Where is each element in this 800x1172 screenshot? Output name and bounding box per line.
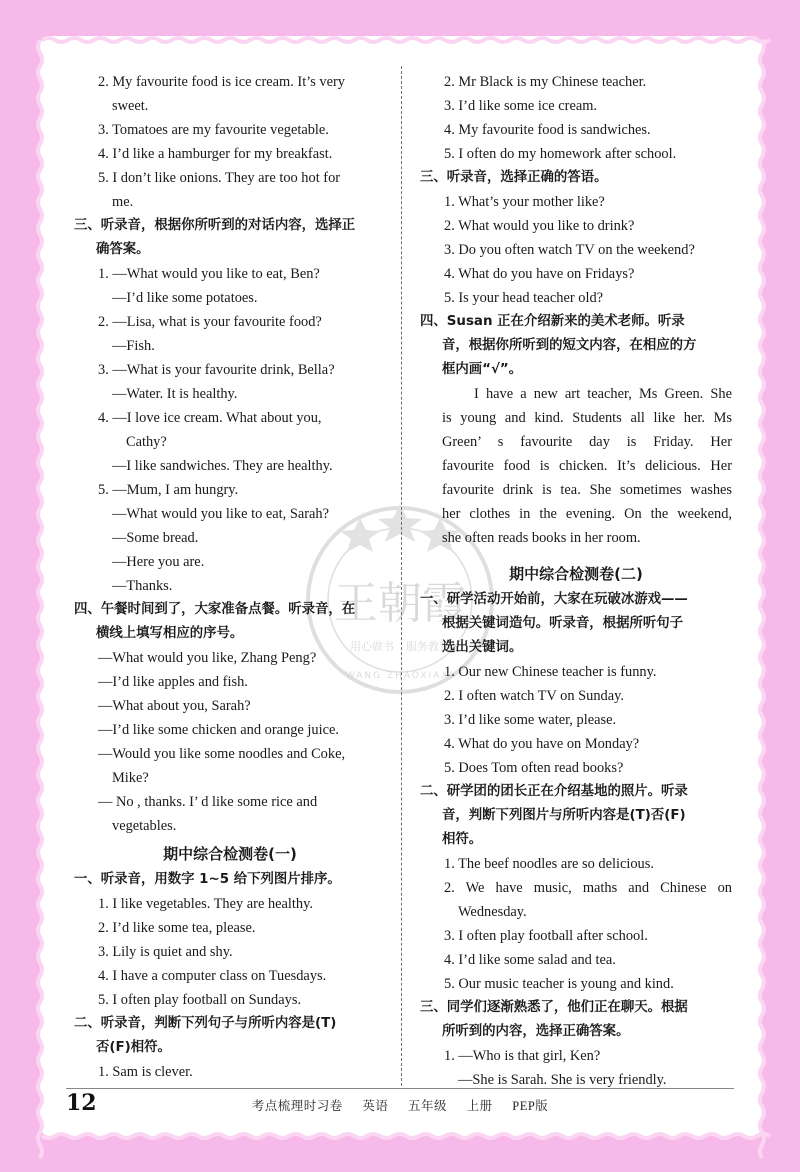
text-line: favourite food is chicken. It’s delicious. Her	[442, 458, 732, 474]
footer-grade: 五年级	[407, 1099, 447, 1113]
text-line: 5. —Mum, I am hungry.	[98, 482, 239, 498]
text-line: 1. —Who is that girl, Ken?	[444, 1048, 601, 1064]
text-line: 2. Mr Black is my Chinese teacher.	[444, 74, 647, 90]
text-line: 5. I often do my homework after school.	[444, 146, 677, 162]
section-heading: 框内画“√”。	[442, 362, 523, 377]
text-line: — No , thanks. I’ d like some rice and	[98, 794, 318, 810]
section-heading: 三、听录音，根据你所听到的对话内容，选择正	[74, 218, 356, 233]
text-line: 4. I’d like some salad and tea.	[444, 952, 616, 968]
text-line: 5. I often play football on Sundays.	[98, 992, 302, 1008]
text-line: 3. I’d like some ice cream.	[444, 98, 598, 114]
text-line: —She is Sarah. She is very friendly.	[458, 1072, 667, 1088]
section-heading: 音，判断下列图片与所听内容是(T)否(F)	[442, 808, 686, 823]
text-line: 4. What do you have on Monday?	[444, 736, 640, 752]
text-line: 3. Lily is quiet and shy.	[98, 944, 233, 960]
text-line: 2. —Lisa, what is your favourite food?	[98, 314, 322, 330]
text-line: —Some bread.	[112, 530, 199, 546]
text-line: 3. I’d like some water, please.	[444, 712, 617, 728]
section-heading: 确答案。	[96, 242, 150, 257]
text-line: favourite drink is tea. She sometimes washes	[442, 482, 732, 498]
text-line: 2. We have music, maths and Chinese on	[444, 880, 732, 896]
text-line: vegetables.	[112, 818, 177, 834]
text-line: Mike?	[112, 770, 149, 786]
text-line: sweet.	[112, 98, 149, 114]
page-number: 12	[66, 1090, 97, 1116]
text-line: —I’d like some potatoes.	[112, 290, 258, 306]
footer-edition: PEP版	[512, 1099, 549, 1113]
text-line: I have a new art teacher, Ms Green. She	[474, 386, 732, 402]
text-line: 4. I’d like a hamburger for my breakfast.	[98, 146, 333, 162]
text-line: 5. Our music teacher is young and kind.	[444, 976, 674, 992]
text-line: —Water. It is healthy.	[112, 386, 238, 402]
section-heading: 二、研学团的团长正在介绍基地的照片。听录	[420, 784, 688, 799]
text-line: 4. —I love ice cream. What about you,	[98, 410, 322, 426]
test-title: 期中综合检测卷(二)	[509, 565, 643, 583]
section-heading: 否(F)相符。	[96, 1040, 171, 1055]
footer-volume: 上册	[466, 1099, 493, 1113]
text-line: 5. Is your head teacher old?	[444, 290, 604, 306]
text-line: —Would you like some noodles and Coke,	[98, 746, 346, 762]
column-divider	[401, 66, 402, 1086]
text-line: 2. What would you like to drink?	[444, 218, 635, 234]
text-line: —Fish.	[112, 338, 155, 354]
text-line: —I’d like some chicken and orange juice.	[98, 722, 339, 738]
text-line: 3. —What is your favourite drink, Bella?	[98, 362, 335, 378]
spacer	[420, 550, 732, 558]
section-heading: 根据关键词造句。听录音，根据所听句子	[442, 616, 684, 631]
text-line: me.	[112, 194, 134, 210]
text-line: 1. What’s your mother like?	[444, 194, 605, 210]
watermark-name: 王朝霞	[334, 578, 466, 629]
section-heading: 二、听录音，判断下列句子与所听内容是(T)	[74, 1016, 337, 1031]
text-line: —Here you are.	[112, 554, 205, 570]
text-line: 2. I often watch TV on Sunday.	[444, 688, 624, 704]
section-heading: 四、午餐时间到了，大家准备点餐。听录音，在	[74, 602, 356, 617]
footer-info	[0, 1096, 800, 1114]
section-heading: 三、同学们逐渐熟悉了，他们正在聊天。根据	[420, 1000, 688, 1015]
watermark-slogan-left: 用心做书	[350, 640, 394, 653]
text-line: 1. The beef noodles are so delicious.	[444, 856, 654, 872]
section-heading: 三、听录音，选择正确的答语。	[420, 170, 608, 185]
text-line: Cathy?	[126, 434, 167, 450]
section-heading: 音，根据你所听到的短文内容，在相应的方	[442, 338, 697, 353]
text-line: 4. What do you have on Fridays?	[444, 266, 635, 282]
text-line: 3. Tomatoes are my favourite vegetable.	[98, 122, 329, 138]
text-line: 5. I don’t like onions. They are too hot for	[98, 170, 341, 186]
text-line: Wednesday.	[458, 904, 527, 920]
section-heading: 选出关键词。	[442, 640, 523, 655]
section-heading: 所听到的内容，选择正确答案。	[442, 1024, 630, 1039]
right-column	[420, 70, 732, 1092]
watermark-pinyin: WANG ZHAOXIAXI	[345, 671, 455, 681]
text-line: —What about you, Sarah?	[98, 698, 251, 714]
text-line: Green’ s favourite day is Friday. Her	[442, 434, 732, 450]
text-line: 1. Sam is clever.	[98, 1064, 193, 1080]
text-line: 2. My favourite food is ice cream. It’s very	[98, 74, 345, 90]
text-line: 5. Does Tom often read books?	[444, 760, 624, 776]
watermark-slogan-right: 服务教育	[406, 640, 450, 653]
footer-rule	[66, 1088, 734, 1089]
text-line: 1. I like vegetables. They are healthy.	[98, 896, 313, 912]
text-line: 4. My favourite food is sandwiches.	[444, 122, 651, 138]
text-line: 1. Our new Chinese teacher is funny.	[444, 664, 657, 680]
text-line: —What would you like, Zhang Peng?	[98, 650, 317, 666]
section-heading: 四、Susan 正在介绍新来的美术老师。听录	[420, 314, 685, 329]
text-line: 3. I often play football after school.	[444, 928, 648, 944]
text-line: 1. —What would you like to eat, Ben?	[98, 266, 320, 282]
section-heading: 相符。	[442, 832, 483, 847]
section-heading: 一、研学活动开始前，大家在玩破冰游戏——	[420, 592, 688, 607]
text-line: —I like sandwiches. They are healthy.	[112, 458, 333, 474]
text-line: she often reads books in her room.	[442, 530, 641, 546]
text-line: 4. I have a computer class on Tuesdays.	[98, 968, 327, 984]
text-line: 2. I’d like some tea, please.	[98, 920, 256, 936]
text-line: 3. Do you often watch TV on the weekend?	[444, 242, 695, 258]
footer-book: 考点梳理时习卷	[251, 1099, 343, 1113]
text-line: —I’d like apples and fish.	[98, 674, 248, 690]
text-line: —What would you like to eat, Sarah?	[112, 506, 329, 522]
text-line: is young and kind. Students all like her. Ms	[442, 410, 732, 426]
test-title: 期中综合检测卷(一)	[163, 845, 297, 863]
footer-subject: 英语	[362, 1099, 389, 1113]
left-column	[74, 70, 386, 1084]
text-line: her clothes in the evening. On the weekend,	[442, 506, 732, 522]
section-heading: 一、听录音，用数字 1~5 给下列图片排序。	[74, 872, 341, 887]
text-line: —Thanks.	[112, 578, 173, 594]
section-heading: 横线上填写相应的序号。	[96, 626, 244, 641]
